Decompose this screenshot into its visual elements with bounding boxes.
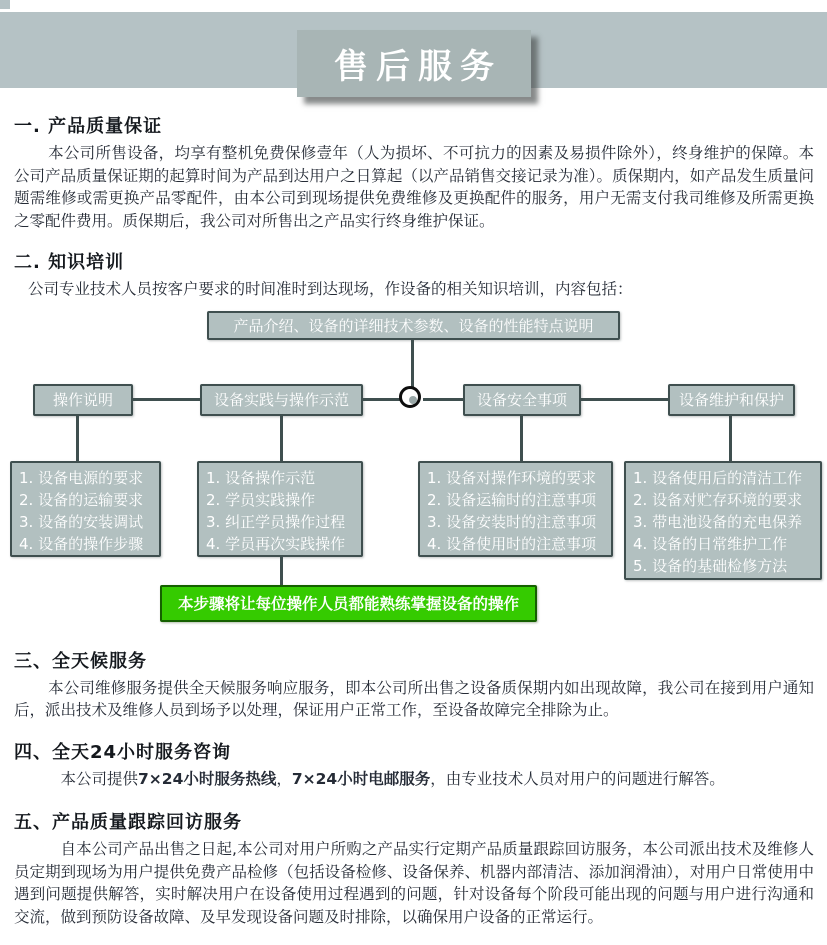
page-banner xyxy=(0,0,827,100)
branch-list-practice-demo xyxy=(197,461,363,557)
list-item: 4. 设备的日常维护工作 xyxy=(633,534,788,553)
branch-list-safety xyxy=(418,461,613,557)
body-text: ， xyxy=(276,769,292,788)
section-heading-quality-guarantee: 一. 产品质量保证 xyxy=(14,116,163,137)
section-body-all-weather-service: 本公司维修服务提供全天候服务响应服务，即本公司所出售之设备质保期内如出现故障，我公司在接到用户通知后，派出技术及维修人员到场予以处理，保证用户正常工作，至设备故障完全排除为止。 xyxy=(14,678,814,719)
branch-box-safety: 设备安全事项 xyxy=(463,384,581,416)
section-heading-all-weather-service: 三、全天候服务 xyxy=(14,650,147,672)
connector-line-result xyxy=(280,557,283,585)
branch-box-operation-instructions: 操作说明 xyxy=(33,384,133,416)
branch-box-practice-demo: 设备实践与操作示范 xyxy=(200,384,363,416)
connector-node xyxy=(399,386,421,408)
section-heading-24h-consulting: 四、全天24小时服务咨询 xyxy=(14,741,232,763)
page-title: 售后服务 xyxy=(297,30,531,97)
list-item: 3. 设备的安装调试 xyxy=(19,512,144,531)
connector-line-h3 xyxy=(423,398,465,401)
list-item: 2. 设备对贮存环境的要求 xyxy=(633,490,803,509)
branch-list-maintenance xyxy=(624,461,822,580)
branch-box-maintenance: 设备维护和保护 xyxy=(668,384,795,416)
list-item: 4. 学员再次实践操作 xyxy=(206,534,346,553)
list-item: 1. 设备操作示范 xyxy=(206,468,316,487)
connector-line-v4 xyxy=(729,416,732,461)
list-item: 4. 设备使用时的注意事项 xyxy=(427,534,597,553)
section-body-quality-guarantee: 本公司所售设备，均享有整机免费保修壹年（人为损坏、不可抗力的因素及易损件除外），终身维护的保障。本公司产品质量保证期的起算时间为产品到达用户之日算起（以产品销售交接记录为准）。质保期内，如产品发生质量问题需维修或需更换产品零配件，由本公司到现场提供免费维修及更换配件的服务，用户无需支付我司维修及所需更换之零配件费用。质保期后，我公司对所售出之产品实行终身维护保证。 xyxy=(14,144,814,230)
list-item: 1. 设备对操作环境的要求 xyxy=(427,468,597,487)
list-item: 2. 设备运输时的注意事项 xyxy=(427,490,597,509)
connector-line-v3 xyxy=(520,416,523,461)
list-item: 4. 设备的操作步骤 xyxy=(19,534,144,553)
list-item: 1. 设备使用后的清洁工作 xyxy=(633,468,803,487)
list-item: 3. 纠正学员操作过程 xyxy=(206,512,346,531)
flowchart-top-box: 产品介绍、设备的详细技术参数、设备的性能特点说明 xyxy=(207,311,620,340)
section-body-knowledge-training: 公司专业技术人员按客户要求的时间准时到达现场，作设备的相关知识培训，内容包括： xyxy=(28,280,633,298)
document-body-lower xyxy=(0,647,827,929)
document-body xyxy=(0,112,827,301)
body-text: 本公司提供 xyxy=(60,769,139,788)
connector-line-v1 xyxy=(76,416,79,461)
section-heading-quality-followup: 五、产品质量跟踪回访服务 xyxy=(14,812,242,833)
connector-line-h4 xyxy=(579,398,669,401)
list-item: 5. 设备的基础检修方法 xyxy=(633,556,788,575)
section-body-quality-followup: 自本公司产品出售之日起,本公司对用户所购之产品实行定期产品质量跟踪回访服务，本公司派出技术及维修人员定期到现场为用户提供免费产品检修（包括设备检修、设备保养、机器内部清洁、添加润滑油），对用户日常使用中遇到问题提供解答，实时解决用户在设备使用过程遇到的问题，针对设备每个阶段可能出现的问题与用户进行沟通和交流，做到预防设备故障、及早发现设备问题及时排除，以确保用户设备的正常运行。 xyxy=(14,840,814,926)
hotline-text: 7×24小时服务热线 xyxy=(138,769,277,788)
section-body-24h-consulting xyxy=(14,768,814,791)
email-service-text: 7×24小时电邮服务 xyxy=(291,769,431,788)
connector-line-top xyxy=(411,340,414,388)
list-item: 3. 设备安装时的注意事项 xyxy=(427,512,597,531)
branch-list-operation-instructions xyxy=(10,461,161,557)
list-item: 1. 设备电源的要求 xyxy=(19,468,144,487)
training-flowchart xyxy=(0,309,827,627)
connector-line-h2 xyxy=(361,398,401,401)
list-item: 3. 带电池设备的充电保养 xyxy=(633,512,803,531)
connector-node-dot xyxy=(409,396,417,404)
connector-line-h1 xyxy=(131,398,201,401)
body-text: ，由专业技术人员对用户的问题进行解答。 xyxy=(430,769,725,788)
corner-square xyxy=(0,0,10,9)
list-item: 2. 设备的运输要求 xyxy=(19,490,144,509)
list-item: 2. 学员实践操作 xyxy=(206,490,316,509)
section-heading-knowledge-training: 二. 知识培训 xyxy=(14,252,125,273)
result-box: 本步骤将让每位操作人员都能熟练掌握设备的操作 xyxy=(160,585,537,622)
connector-line-v2 xyxy=(280,416,283,461)
